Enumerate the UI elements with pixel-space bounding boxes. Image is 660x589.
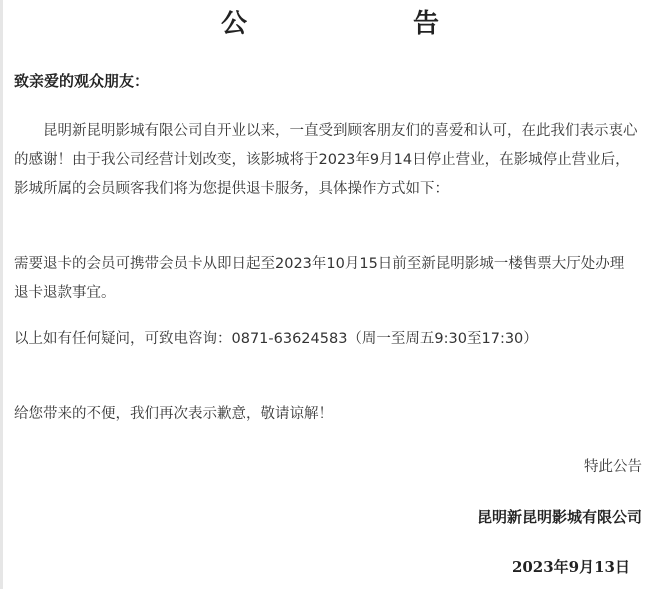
- company-signature: 昆明新昆明影城有限公司: [476, 508, 642, 526]
- closing-text: 特此公告: [584, 459, 642, 475]
- notice-date: 2023年9月13日: [511, 558, 630, 576]
- paragraph-apology: 给您带来的不便，我们再次表示歉意，敬请谅解！: [14, 406, 333, 422]
- paragraph-refund-instructions: 需要退卡的会员可携带会员卡从即日起至2023年10月15日前至新昆明影城一楼售票大厅处办理退卡退款事宜。: [14, 256, 625, 301]
- salutation: 致亲爱的观众朋友：: [14, 72, 150, 90]
- paragraph-intro: 昆明新昆明影城有限公司自开业以来，一直受到顾客朋友们的喜爱和认可，在此我们表示衷心的感谢！由于我公司经营计划改变，该影城将于2023年9月14日停止营业，在影城停止营业后，影城所属的会员顾客我们将为您提供退卡服务，具体操作方式如下：: [14, 123, 638, 197]
- page-left-edge: [0, 0, 3, 589]
- notice-title: 公 告: [220, 9, 477, 39]
- paragraph-contact: 以上如有任何疑问，可致电咨询：0871-63624583（周一至周五9:30至17:30）: [14, 331, 538, 347]
